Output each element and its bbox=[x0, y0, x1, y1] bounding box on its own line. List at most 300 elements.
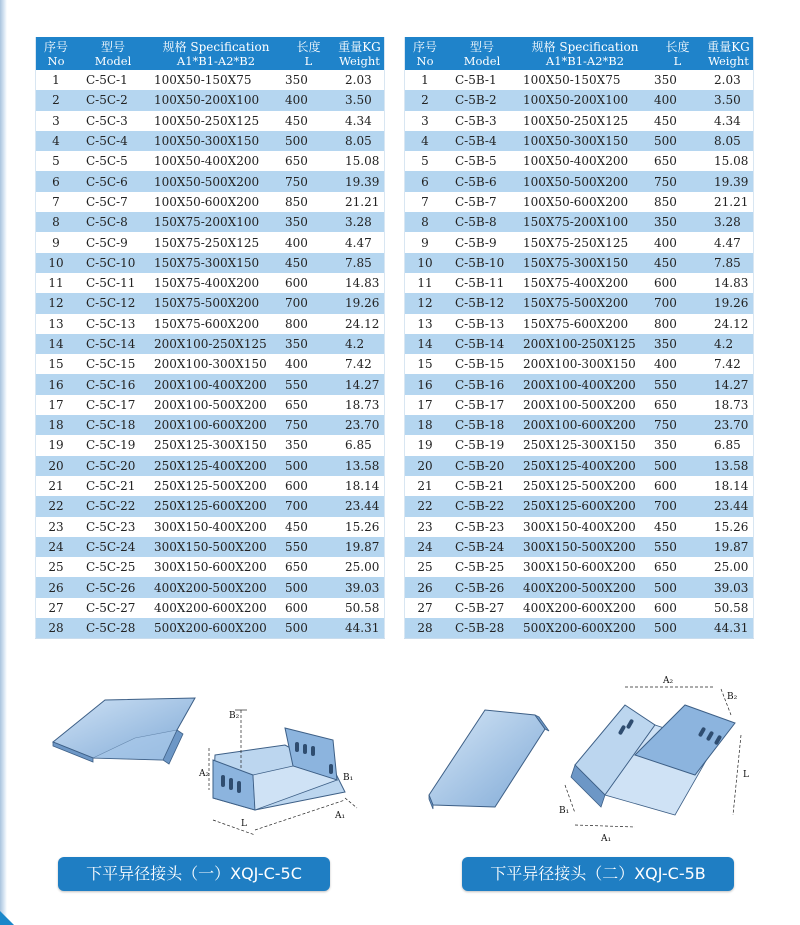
row-model: C-5B-14 bbox=[445, 334, 519, 354]
row-weight: 39.03 bbox=[704, 577, 754, 597]
row-length: 500 bbox=[282, 618, 335, 639]
row-no: 11 bbox=[405, 273, 446, 293]
caption-5c: 下平异径接头（一）XQJ-C-5C bbox=[58, 857, 330, 891]
table-row bbox=[36, 618, 385, 639]
row-length: 750 bbox=[651, 171, 704, 191]
row-length: 450 bbox=[651, 253, 704, 273]
row-weight: 19.39 bbox=[335, 171, 385, 191]
label-a1: A₁ bbox=[601, 834, 612, 844]
row-length: 550 bbox=[282, 374, 335, 394]
row-model: C-5B-24 bbox=[445, 537, 519, 557]
table-row bbox=[405, 334, 754, 354]
row-weight: 2.03 bbox=[335, 70, 385, 90]
row-no: 18 bbox=[36, 415, 77, 435]
row-no: 6 bbox=[36, 171, 77, 191]
row-spec: 250X125-500X200 bbox=[519, 476, 651, 496]
row-no: 1 bbox=[405, 70, 446, 90]
row-weight: 4.34 bbox=[704, 111, 754, 131]
row-model: C-5B-27 bbox=[445, 598, 519, 618]
row-length: 500 bbox=[651, 131, 704, 151]
row-length: 500 bbox=[651, 456, 704, 476]
row-length: 650 bbox=[651, 395, 704, 415]
header-spec: 规格 Specification A1*B1-A2*B2 bbox=[150, 37, 282, 70]
row-model: C-5C-22 bbox=[76, 496, 150, 516]
row-spec: 250X125-300X150 bbox=[519, 435, 651, 455]
row-weight: 21.21 bbox=[335, 192, 385, 212]
label-a1: A₁ bbox=[335, 811, 346, 821]
row-weight: 3.28 bbox=[335, 212, 385, 232]
row-spec: 200X100-600X200 bbox=[150, 415, 282, 435]
row-weight: 18.73 bbox=[335, 395, 385, 415]
row-no: 19 bbox=[36, 435, 77, 455]
row-weight: 18.73 bbox=[704, 395, 754, 415]
table-row bbox=[36, 253, 385, 273]
row-length: 650 bbox=[651, 557, 704, 577]
row-weight: 15.26 bbox=[704, 517, 754, 537]
row-length: 350 bbox=[651, 334, 704, 354]
row-model: C-5C-4 bbox=[76, 131, 150, 151]
header-length: 长度 L bbox=[282, 37, 335, 70]
table-row bbox=[405, 537, 754, 557]
row-weight: 15.08 bbox=[335, 151, 385, 171]
row-length: 800 bbox=[651, 314, 704, 334]
label-b2: B₂ bbox=[727, 692, 738, 702]
table-row bbox=[36, 171, 385, 191]
row-length: 500 bbox=[282, 131, 335, 151]
row-spec: 500X200-600X200 bbox=[150, 618, 282, 639]
row-no: 24 bbox=[405, 537, 446, 557]
row-weight: 23.70 bbox=[704, 415, 754, 435]
row-length: 450 bbox=[651, 111, 704, 131]
row-no: 9 bbox=[405, 232, 446, 252]
row-length: 400 bbox=[282, 90, 335, 110]
table-body bbox=[405, 70, 754, 639]
table-header-row bbox=[405, 37, 754, 70]
row-weight: 7.42 bbox=[335, 354, 385, 374]
row-no: 25 bbox=[405, 557, 446, 577]
table-row bbox=[405, 192, 754, 212]
row-weight: 2.03 bbox=[704, 70, 754, 90]
row-model: C-5C-18 bbox=[76, 415, 150, 435]
row-weight: 4.2 bbox=[704, 334, 754, 354]
reducer-5c-diagram bbox=[45, 680, 375, 850]
row-no: 1 bbox=[36, 70, 77, 90]
header-spec: 规格 Specification A1*B1-A2*B2 bbox=[519, 37, 651, 70]
row-length: 500 bbox=[282, 456, 335, 476]
table-row bbox=[36, 354, 385, 374]
row-weight: 19.26 bbox=[704, 293, 754, 313]
row-spec: 100X50-500X200 bbox=[519, 171, 651, 191]
row-spec: 400X200-500X200 bbox=[519, 577, 651, 597]
row-model: C-5B-13 bbox=[445, 314, 519, 334]
row-length: 350 bbox=[282, 435, 335, 455]
row-weight: 7.85 bbox=[335, 253, 385, 273]
table-row bbox=[405, 456, 754, 476]
row-length: 350 bbox=[651, 212, 704, 232]
row-weight: 50.58 bbox=[335, 598, 385, 618]
row-model: C-5B-11 bbox=[445, 273, 519, 293]
row-model: C-5B-20 bbox=[445, 456, 519, 476]
row-spec: 100X50-150X75 bbox=[519, 70, 651, 90]
row-spec: 150X75-500X200 bbox=[519, 293, 651, 313]
row-model: C-5C-25 bbox=[76, 557, 150, 577]
row-length: 350 bbox=[651, 70, 704, 90]
row-no: 4 bbox=[405, 131, 446, 151]
row-no: 12 bbox=[36, 293, 77, 313]
row-no: 21 bbox=[36, 476, 77, 496]
row-weight: 8.05 bbox=[335, 131, 385, 151]
table-row bbox=[405, 598, 754, 618]
row-no: 14 bbox=[405, 334, 446, 354]
row-weight: 3.50 bbox=[335, 90, 385, 110]
cover-plate bbox=[429, 710, 549, 809]
table-row bbox=[405, 212, 754, 232]
row-model: C-5C-16 bbox=[76, 374, 150, 394]
row-spec: 200X100-250X125 bbox=[150, 334, 282, 354]
row-spec: 100X50-250X125 bbox=[150, 111, 282, 131]
row-length: 700 bbox=[651, 293, 704, 313]
row-model: C-5B-25 bbox=[445, 557, 519, 577]
row-model: C-5B-5 bbox=[445, 151, 519, 171]
table-row bbox=[405, 232, 754, 252]
row-model: C-5C-6 bbox=[76, 171, 150, 191]
row-spec: 250X125-600X200 bbox=[150, 496, 282, 516]
label-a2: A₂ bbox=[199, 769, 210, 779]
row-weight: 8.05 bbox=[704, 131, 754, 151]
row-length: 750 bbox=[651, 415, 704, 435]
row-no: 3 bbox=[405, 111, 446, 131]
row-weight: 4.34 bbox=[335, 111, 385, 131]
row-spec: 150X75-400X200 bbox=[519, 273, 651, 293]
row-length: 600 bbox=[651, 273, 704, 293]
row-model: C-5B-26 bbox=[445, 577, 519, 597]
row-spec: 100X50-400X200 bbox=[519, 151, 651, 171]
row-length: 400 bbox=[282, 354, 335, 374]
row-spec: 150X75-300X150 bbox=[150, 253, 282, 273]
table-row bbox=[36, 496, 385, 516]
table-row bbox=[405, 577, 754, 597]
table-row bbox=[36, 212, 385, 232]
cover-plate bbox=[53, 698, 195, 764]
table-row bbox=[36, 232, 385, 252]
row-length: 700 bbox=[282, 496, 335, 516]
row-weight: 19.39 bbox=[704, 171, 754, 191]
table-row bbox=[36, 415, 385, 435]
header-weight: 重量KG Weight bbox=[335, 37, 385, 70]
row-model: C-5C-2 bbox=[76, 90, 150, 110]
row-length: 350 bbox=[282, 334, 335, 354]
row-weight: 18.14 bbox=[704, 476, 754, 496]
row-length: 350 bbox=[282, 70, 335, 90]
row-length: 650 bbox=[282, 151, 335, 171]
row-length: 600 bbox=[651, 598, 704, 618]
row-spec: 250X125-400X200 bbox=[150, 456, 282, 476]
row-weight: 13.58 bbox=[335, 456, 385, 476]
table-row bbox=[405, 151, 754, 171]
row-no: 19 bbox=[405, 435, 446, 455]
table-row bbox=[36, 70, 385, 90]
row-model: C-5B-12 bbox=[445, 293, 519, 313]
row-length: 500 bbox=[282, 577, 335, 597]
header-no: 序号 No bbox=[36, 37, 77, 70]
table-row bbox=[36, 293, 385, 313]
row-spec: 300X150-600X200 bbox=[150, 557, 282, 577]
row-length: 450 bbox=[282, 517, 335, 537]
row-no: 5 bbox=[36, 151, 77, 171]
row-no: 10 bbox=[405, 253, 446, 273]
row-no: 2 bbox=[36, 90, 77, 110]
label-l: L bbox=[743, 770, 749, 780]
caption-5b: 下平异径接头（二）XQJ-C-5B bbox=[462, 857, 734, 891]
row-spec: 250X125-600X200 bbox=[519, 496, 651, 516]
row-length: 550 bbox=[651, 374, 704, 394]
table-row bbox=[36, 334, 385, 354]
row-no: 22 bbox=[36, 496, 77, 516]
row-no: 7 bbox=[405, 192, 446, 212]
table-row bbox=[36, 435, 385, 455]
row-no: 23 bbox=[36, 517, 77, 537]
label-l: L bbox=[241, 819, 247, 829]
table-row bbox=[36, 374, 385, 394]
row-no: 10 bbox=[36, 253, 77, 273]
row-spec: 150X75-600X200 bbox=[519, 314, 651, 334]
spec-table-5c bbox=[35, 37, 385, 639]
row-weight: 3.50 bbox=[704, 90, 754, 110]
row-length: 700 bbox=[282, 293, 335, 313]
table-row bbox=[405, 496, 754, 516]
row-spec: 150X75-300X150 bbox=[519, 253, 651, 273]
row-length: 550 bbox=[282, 537, 335, 557]
row-weight: 6.85 bbox=[704, 435, 754, 455]
row-spec: 100X50-600X200 bbox=[519, 192, 651, 212]
row-no: 23 bbox=[405, 517, 446, 537]
table-row bbox=[405, 90, 754, 110]
row-model: C-5B-7 bbox=[445, 192, 519, 212]
row-weight: 23.44 bbox=[704, 496, 754, 516]
row-no: 28 bbox=[36, 618, 77, 639]
table-body bbox=[36, 70, 385, 639]
table-row bbox=[36, 111, 385, 131]
header-weight: 重量KG Weight bbox=[704, 37, 754, 70]
row-length: 700 bbox=[651, 496, 704, 516]
row-length: 600 bbox=[282, 273, 335, 293]
row-model: C-5B-3 bbox=[445, 111, 519, 131]
row-length: 650 bbox=[282, 557, 335, 577]
row-model: C-5C-26 bbox=[76, 577, 150, 597]
row-spec: 250X125-400X200 bbox=[519, 456, 651, 476]
row-spec: 250X125-300X150 bbox=[150, 435, 282, 455]
row-no: 13 bbox=[405, 314, 446, 334]
row-no: 2 bbox=[405, 90, 446, 110]
row-no: 15 bbox=[36, 354, 77, 374]
row-spec: 100X50-600X200 bbox=[150, 192, 282, 212]
table-row bbox=[36, 537, 385, 557]
table-row bbox=[36, 476, 385, 496]
row-spec: 150X75-200X100 bbox=[150, 212, 282, 232]
table-row bbox=[36, 395, 385, 415]
row-model: C-5B-4 bbox=[445, 131, 519, 151]
row-model: C-5C-14 bbox=[76, 334, 150, 354]
row-spec: 100X50-250X125 bbox=[519, 111, 651, 131]
row-weight: 14.27 bbox=[335, 374, 385, 394]
row-model: C-5C-28 bbox=[76, 618, 150, 639]
row-model: C-5C-3 bbox=[76, 111, 150, 131]
row-length: 400 bbox=[282, 232, 335, 252]
table-row bbox=[36, 273, 385, 293]
row-no: 27 bbox=[405, 598, 446, 618]
row-no: 14 bbox=[36, 334, 77, 354]
table-row bbox=[405, 476, 754, 496]
row-no: 25 bbox=[36, 557, 77, 577]
row-spec: 150X75-250X125 bbox=[519, 232, 651, 252]
row-length: 350 bbox=[651, 435, 704, 455]
row-no: 15 bbox=[405, 354, 446, 374]
table-row bbox=[405, 557, 754, 577]
row-model: C-5B-10 bbox=[445, 253, 519, 273]
row-no: 4 bbox=[36, 131, 77, 151]
table-row bbox=[405, 618, 754, 639]
row-weight: 19.26 bbox=[335, 293, 385, 313]
row-length: 650 bbox=[282, 395, 335, 415]
row-weight: 18.14 bbox=[335, 476, 385, 496]
row-no: 17 bbox=[36, 395, 77, 415]
table-row bbox=[36, 517, 385, 537]
row-no: 28 bbox=[405, 618, 446, 639]
row-no: 22 bbox=[405, 496, 446, 516]
row-length: 500 bbox=[651, 577, 704, 597]
row-model: C-5B-17 bbox=[445, 395, 519, 415]
row-model: C-5C-1 bbox=[76, 70, 150, 90]
row-weight: 23.44 bbox=[335, 496, 385, 516]
table-row bbox=[405, 273, 754, 293]
label-b2: B₂ bbox=[229, 711, 240, 721]
row-model: C-5C-5 bbox=[76, 151, 150, 171]
left-edge-decoration bbox=[0, 0, 7, 925]
row-no: 20 bbox=[405, 456, 446, 476]
table-row bbox=[405, 111, 754, 131]
row-spec: 400X200-600X200 bbox=[519, 598, 651, 618]
row-spec: 300X150-500X200 bbox=[150, 537, 282, 557]
row-spec: 150X75-500X200 bbox=[150, 293, 282, 313]
row-no: 26 bbox=[36, 577, 77, 597]
row-weight: 14.27 bbox=[704, 374, 754, 394]
row-model: C-5C-27 bbox=[76, 598, 150, 618]
table-row bbox=[36, 314, 385, 334]
label-b1: B₁ bbox=[559, 806, 570, 816]
row-no: 6 bbox=[405, 171, 446, 191]
row-model: C-5C-7 bbox=[76, 192, 150, 212]
row-length: 500 bbox=[651, 618, 704, 639]
row-spec: 400X200-500X200 bbox=[150, 577, 282, 597]
row-weight: 14.83 bbox=[335, 273, 385, 293]
row-no: 11 bbox=[36, 273, 77, 293]
row-weight: 15.26 bbox=[335, 517, 385, 537]
row-no: 26 bbox=[405, 577, 446, 597]
row-weight: 19.87 bbox=[704, 537, 754, 557]
label-b1: B₁ bbox=[343, 773, 354, 783]
table-row bbox=[36, 598, 385, 618]
corner-accent bbox=[0, 911, 14, 925]
row-length: 850 bbox=[282, 192, 335, 212]
row-model: C-5B-19 bbox=[445, 435, 519, 455]
row-no: 12 bbox=[405, 293, 446, 313]
row-weight: 25.00 bbox=[704, 557, 754, 577]
row-model: C-5B-2 bbox=[445, 90, 519, 110]
row-no: 16 bbox=[405, 374, 446, 394]
row-weight: 50.58 bbox=[704, 598, 754, 618]
row-spec: 100X50-300X150 bbox=[519, 131, 651, 151]
row-weight: 24.12 bbox=[335, 314, 385, 334]
row-weight: 14.83 bbox=[704, 273, 754, 293]
row-length: 850 bbox=[651, 192, 704, 212]
table-row bbox=[405, 435, 754, 455]
row-spec: 200X100-300X150 bbox=[519, 354, 651, 374]
row-weight: 3.28 bbox=[704, 212, 754, 232]
row-length: 550 bbox=[651, 537, 704, 557]
row-spec: 300X150-400X200 bbox=[150, 517, 282, 537]
row-spec: 100X50-500X200 bbox=[150, 171, 282, 191]
tray-body bbox=[213, 728, 345, 810]
row-model: C-5C-21 bbox=[76, 476, 150, 496]
row-weight: 23.70 bbox=[335, 415, 385, 435]
tray-body bbox=[571, 705, 735, 815]
row-model: C-5C-8 bbox=[76, 212, 150, 232]
row-weight: 39.03 bbox=[335, 577, 385, 597]
row-length: 400 bbox=[651, 90, 704, 110]
table-row bbox=[405, 314, 754, 334]
row-model: C-5B-15 bbox=[445, 354, 519, 374]
row-model: C-5B-1 bbox=[445, 70, 519, 90]
row-no: 20 bbox=[36, 456, 77, 476]
row-length: 450 bbox=[282, 253, 335, 273]
table-row bbox=[36, 90, 385, 110]
row-weight: 7.85 bbox=[704, 253, 754, 273]
row-model: C-5C-10 bbox=[76, 253, 150, 273]
row-no: 5 bbox=[405, 151, 446, 171]
row-weight: 44.31 bbox=[704, 618, 754, 639]
row-model: C-5B-16 bbox=[445, 374, 519, 394]
row-weight: 15.08 bbox=[704, 151, 754, 171]
row-model: C-5C-24 bbox=[76, 537, 150, 557]
header-model: 型号 Model bbox=[76, 37, 150, 70]
table-row bbox=[36, 557, 385, 577]
row-spec: 300X150-400X200 bbox=[519, 517, 651, 537]
row-weight: 21.21 bbox=[704, 192, 754, 212]
row-weight: 44.31 bbox=[335, 618, 385, 639]
row-model: C-5C-17 bbox=[76, 395, 150, 415]
table-row bbox=[405, 517, 754, 537]
table-row bbox=[36, 131, 385, 151]
table-row bbox=[36, 456, 385, 476]
row-length: 750 bbox=[282, 171, 335, 191]
row-spec: 100X50-200X100 bbox=[150, 90, 282, 110]
row-weight: 6.85 bbox=[335, 435, 385, 455]
row-spec: 150X75-600X200 bbox=[150, 314, 282, 334]
row-weight: 25.00 bbox=[335, 557, 385, 577]
row-length: 750 bbox=[282, 415, 335, 435]
row-model: C-5C-19 bbox=[76, 435, 150, 455]
row-spec: 100X50-300X150 bbox=[150, 131, 282, 151]
row-model: C-5B-28 bbox=[445, 618, 519, 639]
row-no: 13 bbox=[36, 314, 77, 334]
row-model: C-5B-8 bbox=[445, 212, 519, 232]
row-model: C-5C-11 bbox=[76, 273, 150, 293]
row-model: C-5C-20 bbox=[76, 456, 150, 476]
header-length: 长度 L bbox=[651, 37, 704, 70]
row-spec: 200X100-250X125 bbox=[519, 334, 651, 354]
table-row bbox=[405, 395, 754, 415]
row-model: C-5C-12 bbox=[76, 293, 150, 313]
